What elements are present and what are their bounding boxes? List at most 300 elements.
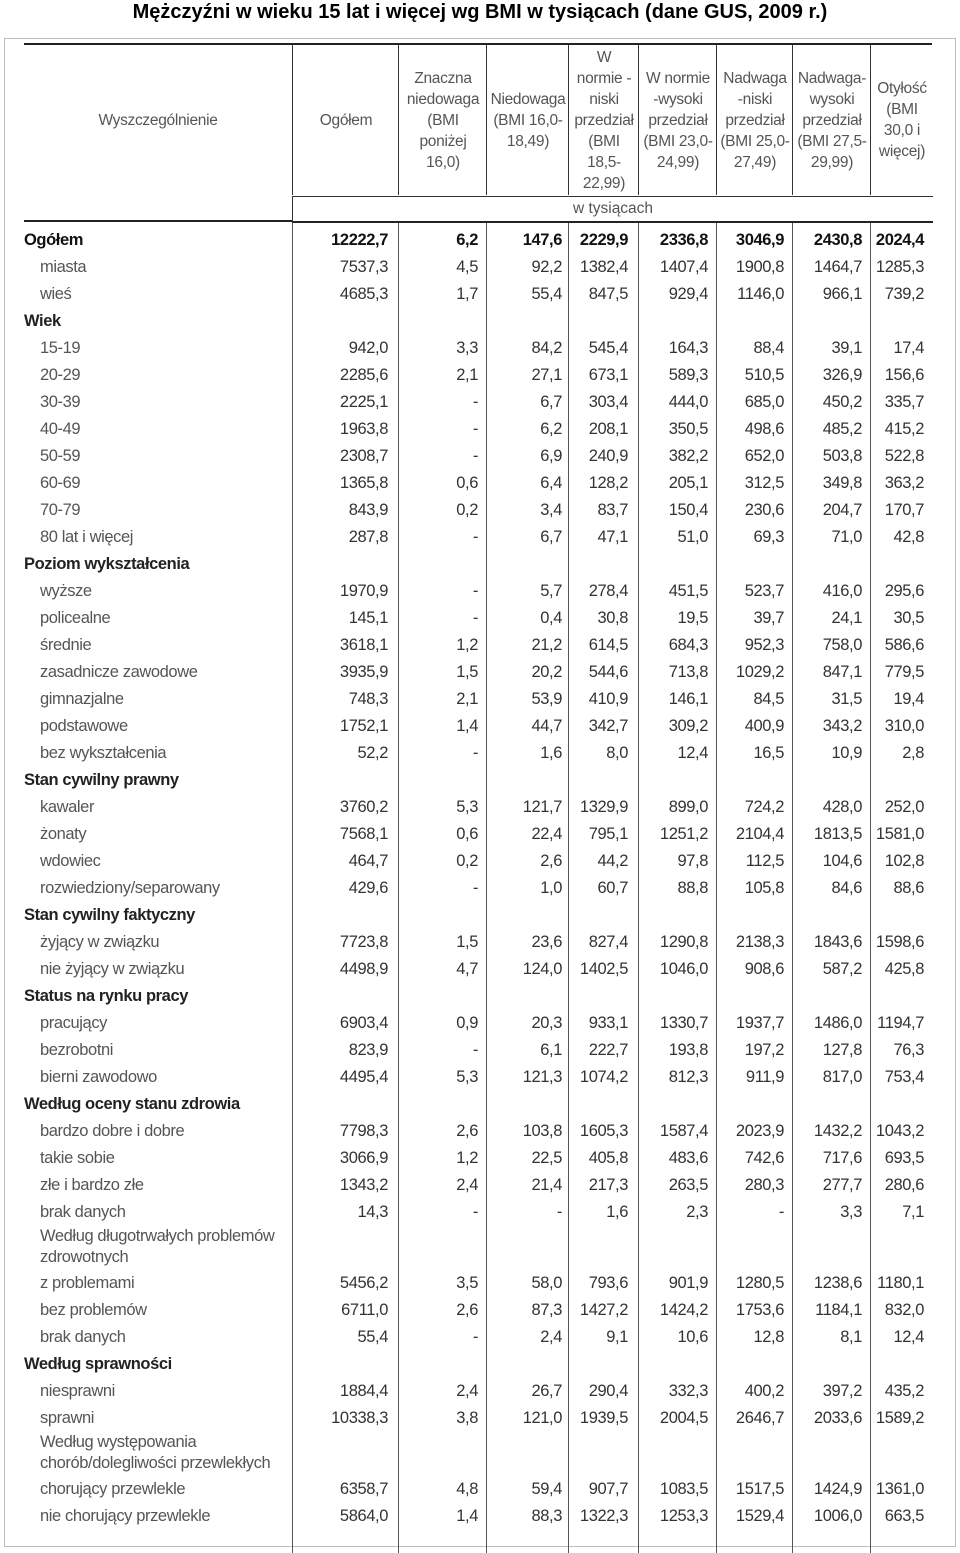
table-row-total (24, 227, 932, 254)
table-cell: 522,8 (884, 447, 924, 465)
table-cell: 4685,3 (339, 285, 388, 303)
table-cell: 287,8 (348, 528, 388, 546)
row-label: 70-79 (40, 501, 81, 519)
table-cell: 26,7 (531, 1382, 562, 1400)
row-label: podstawowe (40, 717, 128, 735)
table-cell: 335,7 (884, 393, 924, 411)
row-label: żonaty (40, 825, 87, 843)
table-cell: 5,3 (456, 1068, 478, 1086)
table-row (24, 254, 932, 281)
table-cell: 363,2 (884, 474, 924, 492)
table-cell: 1427,2 (579, 1301, 628, 1319)
table-cell: 1180,1 (877, 1274, 924, 1292)
table-cell: 1464,7 (813, 258, 862, 276)
table-cell: 84,5 (753, 690, 784, 708)
table-row (24, 1064, 932, 1091)
table-cell: 1581,0 (875, 825, 924, 843)
table-cell: 1486,0 (813, 1014, 862, 1032)
table-cell: 2646,7 (735, 1409, 784, 1427)
table-cell: 942,0 (348, 339, 388, 357)
table-cell: 197,2 (744, 1041, 784, 1059)
table-cell: 47,1 (597, 528, 628, 546)
table-cell: 724,2 (744, 798, 784, 816)
table-cell: 164,3 (668, 339, 708, 357)
table-cell: 416,0 (822, 582, 862, 600)
table-cell: 6,1 (540, 1041, 562, 1059)
table-cell: 2336,8 (659, 231, 708, 249)
table-cell: 280,3 (744, 1176, 784, 1194)
table-cell: 146,1 (668, 690, 708, 708)
table-cell: 1253,3 (659, 1507, 708, 1525)
row-label: policealne (40, 609, 111, 627)
row-label: 80 lat i więcej (40, 528, 134, 546)
table-cell: 12,4 (677, 744, 708, 762)
row-label: sprawni (40, 1409, 95, 1427)
table-cell: 295,6 (884, 582, 924, 600)
page-title: Mężczyźni w wieku 15 lat i więcej wg BMI w tysiącach (dane GUS, 2009 r.) (132, 1, 828, 23)
row-label: żyjący w związku (40, 933, 160, 951)
row-label: nie chorujący przewlekle (40, 1507, 211, 1525)
table-cell: 51,0 (677, 528, 708, 546)
table-cell: 2308,7 (339, 447, 388, 465)
table-cell: 832,0 (884, 1301, 924, 1319)
table-cell: 121,3 (522, 1068, 562, 1086)
table-cell: 415,2 (884, 420, 924, 438)
table-row (24, 1172, 932, 1199)
header-col-normal-high: W normie -wysoki przedział (BMI 23,0- 24,99) (638, 45, 717, 195)
row-label: Według występowania chorób/dolegliwości przewlekłych (40, 1433, 271, 1472)
section-heading (24, 1091, 932, 1118)
header-col-underweight: Niedowaga (BMI 16,0- 18,49) (486, 45, 569, 195)
table-cell: 1,6 (606, 1203, 628, 1221)
table-cell: 1529,4 (735, 1507, 784, 1525)
table-cell: 899,0 (668, 798, 708, 816)
row-label: Stan cywilny prawny (24, 771, 179, 789)
table-cell: 5456,2 (339, 1274, 388, 1292)
table-cell: 12,8 (753, 1328, 784, 1346)
table-row (24, 632, 932, 659)
row-label: wyższe (40, 582, 92, 600)
table-row (24, 470, 932, 497)
table-cell: 2285,6 (339, 366, 388, 384)
section-heading (24, 308, 932, 335)
table-row (24, 1503, 932, 1530)
table-cell: 1,5 (456, 663, 478, 681)
row-label: bierni zawodowo (40, 1068, 157, 1086)
table-cell: 145,1 (348, 609, 388, 627)
table-row (24, 1378, 932, 1405)
row-label: Według sprawności (24, 1355, 172, 1373)
row-label: brak danych (40, 1328, 126, 1346)
header-col-normal-low: W normie - niski przedział (BMI 18,5- 22,99) (568, 45, 639, 195)
table-cell: 1006,0 (813, 1507, 862, 1525)
table-cell: 290,4 (588, 1382, 628, 1400)
table-cell: 1251,2 (659, 825, 708, 843)
table-cell: 614,5 (588, 636, 628, 654)
table-cell: 1194,7 (877, 1014, 924, 1032)
table-cell: 1285,3 (875, 258, 924, 276)
table-cell: 55,4 (531, 285, 562, 303)
table-cell: 498,6 (744, 420, 784, 438)
table-cell: 3,3 (840, 1203, 862, 1221)
table-cell: 208,1 (588, 420, 628, 438)
table-cell: 693,5 (884, 1149, 924, 1167)
table-cell: 7798,3 (339, 1122, 388, 1140)
table-cell: 128,2 (588, 474, 628, 492)
table-cell: 933,1 (588, 1014, 628, 1032)
table-cell: 1605,3 (579, 1122, 628, 1140)
table-cell: 586,6 (884, 636, 924, 654)
table-cell: 92,2 (531, 258, 562, 276)
table-cell: 263,5 (668, 1176, 708, 1194)
row-label: bez problemów (40, 1301, 147, 1319)
table-row (24, 524, 932, 551)
table-cell: 1343,2 (339, 1176, 388, 1194)
table-cell: 71,0 (831, 528, 862, 546)
table-cell: 31,5 (831, 690, 862, 708)
table-cell: 428,0 (822, 798, 862, 816)
row-label: Według oceny stanu zdrowia (24, 1095, 240, 1113)
table-cell: 587,2 (822, 960, 862, 978)
table-cell: 1424,9 (813, 1480, 862, 1498)
table-cell: 823,9 (348, 1041, 388, 1059)
row-label: Poziom wykształcenia (24, 555, 190, 573)
table-cell: 779,5 (884, 663, 924, 681)
table-cell: 3,5 (456, 1274, 478, 1292)
table-cell: 27,1 (531, 366, 562, 384)
table-cell: 69,3 (753, 528, 784, 546)
table-row (24, 497, 932, 524)
table-cell: 310,0 (884, 717, 924, 735)
table-cell: 12222,7 (331, 231, 388, 249)
table-cell: - (472, 582, 478, 600)
table-cell: 827,4 (588, 933, 628, 951)
table-cell: 20,2 (531, 663, 562, 681)
table-cell: 217,3 (588, 1176, 628, 1194)
table-cell: 104,6 (822, 852, 862, 870)
table-cell: 278,4 (588, 582, 628, 600)
table-cell: 1813,5 (813, 825, 862, 843)
table-cell: 0,9 (456, 1014, 478, 1032)
table-cell: 303,4 (588, 393, 628, 411)
table-cell: 280,6 (884, 1176, 924, 1194)
table-cell: - (556, 1203, 562, 1221)
table-cell: - (472, 879, 478, 897)
table-cell: 193,8 (668, 1041, 708, 1059)
table-cell: 663,5 (884, 1507, 924, 1525)
table-cell: 0,6 (456, 474, 478, 492)
table-cell: 544,6 (588, 663, 628, 681)
table-cell: 8,0 (606, 744, 628, 762)
table-cell: 2,1 (456, 366, 478, 384)
table-cell: 6,2 (456, 231, 478, 249)
table-cell: 6,9 (540, 447, 562, 465)
table-row (24, 362, 932, 389)
table-cell: 342,7 (588, 717, 628, 735)
table-cell: 39,1 (831, 339, 862, 357)
table-cell: 87,3 (531, 1301, 562, 1319)
table-cell: - (472, 609, 478, 627)
table-cell: 150,4 (668, 501, 708, 519)
table-cell: 84,2 (531, 339, 562, 357)
table-cell: 3,3 (456, 339, 478, 357)
table-cell: 5,3 (456, 798, 478, 816)
table-cell: 1361,0 (875, 1480, 924, 1498)
table-cell: 0,2 (456, 501, 478, 519)
table-cell: 88,6 (893, 879, 924, 897)
table-cell: 230,6 (744, 501, 784, 519)
table-cell: 545,4 (588, 339, 628, 357)
section-heading (24, 1226, 932, 1270)
header-col-total: Ogółem (292, 45, 399, 195)
row-label: brak danych (40, 1203, 126, 1221)
table-row (24, 335, 932, 362)
table-cell: 42,8 (893, 528, 924, 546)
table-cell: 60,7 (597, 879, 628, 897)
table-cell: 382,2 (668, 447, 708, 465)
table-row (24, 1199, 932, 1226)
row-label: Ogółem (24, 231, 84, 249)
table-cell: 713,8 (668, 663, 708, 681)
table-cell: - (778, 1203, 784, 1221)
table-cell: 652,0 (744, 447, 784, 465)
table-cell: - (472, 447, 478, 465)
table-cell: 19,4 (893, 690, 924, 708)
table-cell: 2024,4 (875, 231, 924, 249)
table-cell: 1330,7 (659, 1014, 708, 1032)
table-cell: 7537,3 (339, 258, 388, 276)
table-cell: 24,1 (831, 609, 862, 627)
table-cell: 1752,1 (339, 717, 388, 735)
table-cell: 10,6 (677, 1328, 708, 1346)
table-cell: 3760,2 (339, 798, 388, 816)
table-cell: 444,0 (668, 393, 708, 411)
table-cell: 350,5 (668, 420, 708, 438)
table-cell: 1382,4 (579, 258, 628, 276)
table-cell: 44,2 (597, 852, 628, 870)
section-heading (24, 1351, 932, 1378)
table-cell: 2225,1 (339, 393, 388, 411)
row-label: 50-59 (40, 447, 81, 465)
table-cell: 3,4 (540, 501, 562, 519)
table-cell: 343,2 (822, 717, 862, 735)
table-cell: 907,7 (588, 1480, 628, 1498)
table-cell: 1238,6 (813, 1274, 862, 1292)
table-cell: 5,7 (540, 582, 562, 600)
table-cell: 929,4 (668, 285, 708, 303)
table-cell: 1407,4 (659, 258, 708, 276)
table-cell: - (472, 1041, 478, 1059)
row-label: z problemami (40, 1274, 135, 1292)
table-cell: 127,8 (822, 1041, 862, 1059)
table-cell: 1900,8 (735, 258, 784, 276)
table-cell: 2033,6 (813, 1409, 862, 1427)
table-cell: 400,9 (744, 717, 784, 735)
table-cell: 4,5 (456, 258, 478, 276)
table-cell: - (472, 420, 478, 438)
table-cell: 105,8 (744, 879, 784, 897)
table-cell: 1,5 (456, 933, 478, 951)
table-cell: 908,6 (744, 960, 784, 978)
section-heading (24, 551, 932, 578)
row-label: złe i bardzo złe (40, 1176, 144, 1194)
table-cell: 1884,4 (339, 1382, 388, 1400)
table-cell: 1598,6 (875, 933, 924, 951)
table-cell: 8,1 (840, 1328, 862, 1346)
row-label: 40-49 (40, 420, 81, 438)
row-label: średnie (40, 636, 92, 654)
table-cell: 2229,9 (579, 231, 628, 249)
header-col-obesity: Otyłość (BMI 30,0 i więcej) (870, 45, 933, 195)
table-cell: 312,5 (744, 474, 784, 492)
table-cell: 1937,7 (735, 1014, 784, 1032)
table-cell: 753,4 (884, 1068, 924, 1086)
table-cell: 252,0 (884, 798, 924, 816)
table-cell: 4498,9 (339, 960, 388, 978)
row-label: zasadnicze zawodowe (40, 663, 198, 681)
table-cell: 425,8 (884, 960, 924, 978)
row-label: bez wykształcenia (40, 744, 167, 762)
table-cell: 349,8 (822, 474, 862, 492)
table-cell: 739,2 (884, 285, 924, 303)
table-cell: 2004,5 (659, 1409, 708, 1427)
header-col-severe-underweight: Znaczna niedowaga (BMI poniżej 16,0) (398, 45, 487, 195)
table-cell: 485,2 (822, 420, 862, 438)
table-cell: 1402,5 (579, 960, 628, 978)
table-cell: 503,8 (822, 447, 862, 465)
table-cell: 1589,2 (875, 1409, 924, 1427)
table-cell: 326,9 (822, 366, 862, 384)
table-row (24, 1324, 932, 1351)
table-cell: - (472, 393, 478, 411)
table-cell: 19,5 (677, 609, 708, 627)
table-cell: 10,9 (831, 744, 862, 762)
table-cell: 332,3 (668, 1382, 708, 1400)
table-cell: 1280,5 (735, 1274, 784, 1292)
table-cell: 405,8 (588, 1149, 628, 1167)
table-cell: 2,4 (540, 1328, 562, 1346)
row-label: bezrobotni (40, 1041, 114, 1059)
table-cell: 2104,4 (735, 825, 784, 843)
table-cell: 6711,0 (341, 1301, 388, 1319)
table-cell: - (472, 1203, 478, 1221)
table-row (24, 605, 932, 632)
table-cell: 20,3 (531, 1014, 562, 1032)
table-row (24, 1270, 932, 1297)
table-cell: 1,4 (456, 1507, 478, 1525)
table-cell: 240,9 (588, 447, 628, 465)
table-cell: 901,9 (668, 1274, 708, 1292)
table-cell: 1074,2 (579, 1068, 628, 1086)
table-cell: 30,8 (597, 609, 628, 627)
table-cell: 124,0 (522, 960, 562, 978)
table-cell: 23,6 (531, 933, 562, 951)
table-row (24, 416, 932, 443)
table-cell: 0,6 (456, 825, 478, 843)
table-cell: 3046,9 (735, 231, 784, 249)
table-row (24, 794, 932, 821)
table-cell: 21,4 (531, 1176, 562, 1194)
table-cell: 2,6 (456, 1122, 478, 1140)
table-cell: 1322,3 (579, 1507, 628, 1525)
table-cell: 435,2 (884, 1382, 924, 1400)
table-cell: 742,6 (744, 1149, 784, 1167)
table-cell: 0,2 (456, 852, 478, 870)
table-cell: 17,4 (893, 339, 924, 357)
table-cell: 30,5 (893, 609, 924, 627)
row-label: kawaler (40, 798, 95, 816)
table-cell: 3066,9 (339, 1149, 388, 1167)
table-cell: 121,0 (522, 1409, 562, 1427)
table-row (24, 281, 932, 308)
table-cell: 204,7 (822, 501, 862, 519)
table-cell: 39,7 (753, 609, 784, 627)
table-cell: 88,3 (531, 1507, 562, 1525)
table-cell: 7,1 (902, 1203, 924, 1221)
table-row (24, 389, 932, 416)
table-cell: 1753,6 (735, 1301, 784, 1319)
table-row (24, 1145, 932, 1172)
table-cell: 1517,5 (735, 1480, 784, 1498)
table-cell: 847,5 (588, 285, 628, 303)
table-row (24, 713, 932, 740)
table-cell: 309,2 (668, 717, 708, 735)
table-cell: 1029,2 (735, 663, 784, 681)
table-cell: 748,3 (348, 690, 388, 708)
table-cell: 483,6 (668, 1149, 708, 1167)
row-label: 60-69 (40, 474, 81, 492)
table-cell: 84,6 (831, 879, 862, 897)
table-cell: 1329,9 (579, 798, 628, 816)
table-cell: 12,4 (893, 1328, 924, 1346)
table-cell: 429,6 (348, 879, 388, 897)
table-cell: 464,7 (348, 852, 388, 870)
row-label: wieś (40, 285, 72, 303)
table-cell: 1963,8 (339, 420, 388, 438)
table-cell: 510,5 (744, 366, 784, 384)
table-cell: 88,4 (753, 339, 784, 357)
row-label: 15-19 (40, 339, 81, 357)
table-cell: 1424,2 (659, 1301, 708, 1319)
table-cell: 3618,1 (339, 636, 388, 654)
table-cell: 450,2 (822, 393, 862, 411)
header-col-overweight-high: Nadwaga- wysoki przedział (BMI 27,5- 29,99) (792, 45, 871, 195)
table-cell: 4,7 (456, 960, 478, 978)
table-cell: 911,9 (745, 1068, 784, 1086)
table-cell: 9,1 (606, 1328, 628, 1346)
row-label: pracujący (40, 1014, 108, 1032)
table-cell: 44,7 (531, 717, 562, 735)
table-row (24, 1476, 932, 1503)
table-cell: 1043,2 (875, 1122, 924, 1140)
table-cell: - (472, 528, 478, 546)
table-cell: 5864,0 (339, 1507, 388, 1525)
row-label: gimnazjalne (40, 690, 124, 708)
section-heading (24, 767, 932, 794)
table-cell: 400,2 (744, 1382, 784, 1400)
table-cell: 1,7 (456, 285, 478, 303)
table-cell: 812,3 (668, 1068, 708, 1086)
table-row (24, 848, 932, 875)
table-cell: 1146,0 (737, 285, 784, 303)
table-cell: 0,4 (540, 609, 562, 627)
table-cell: 2138,3 (735, 933, 784, 951)
table-cell: 1046,0 (659, 960, 708, 978)
row-label: miasta (40, 258, 87, 276)
table-cell: 55,4 (357, 1328, 388, 1346)
table-cell: 6,2 (540, 420, 562, 438)
table-cell: 2,8 (902, 744, 924, 762)
